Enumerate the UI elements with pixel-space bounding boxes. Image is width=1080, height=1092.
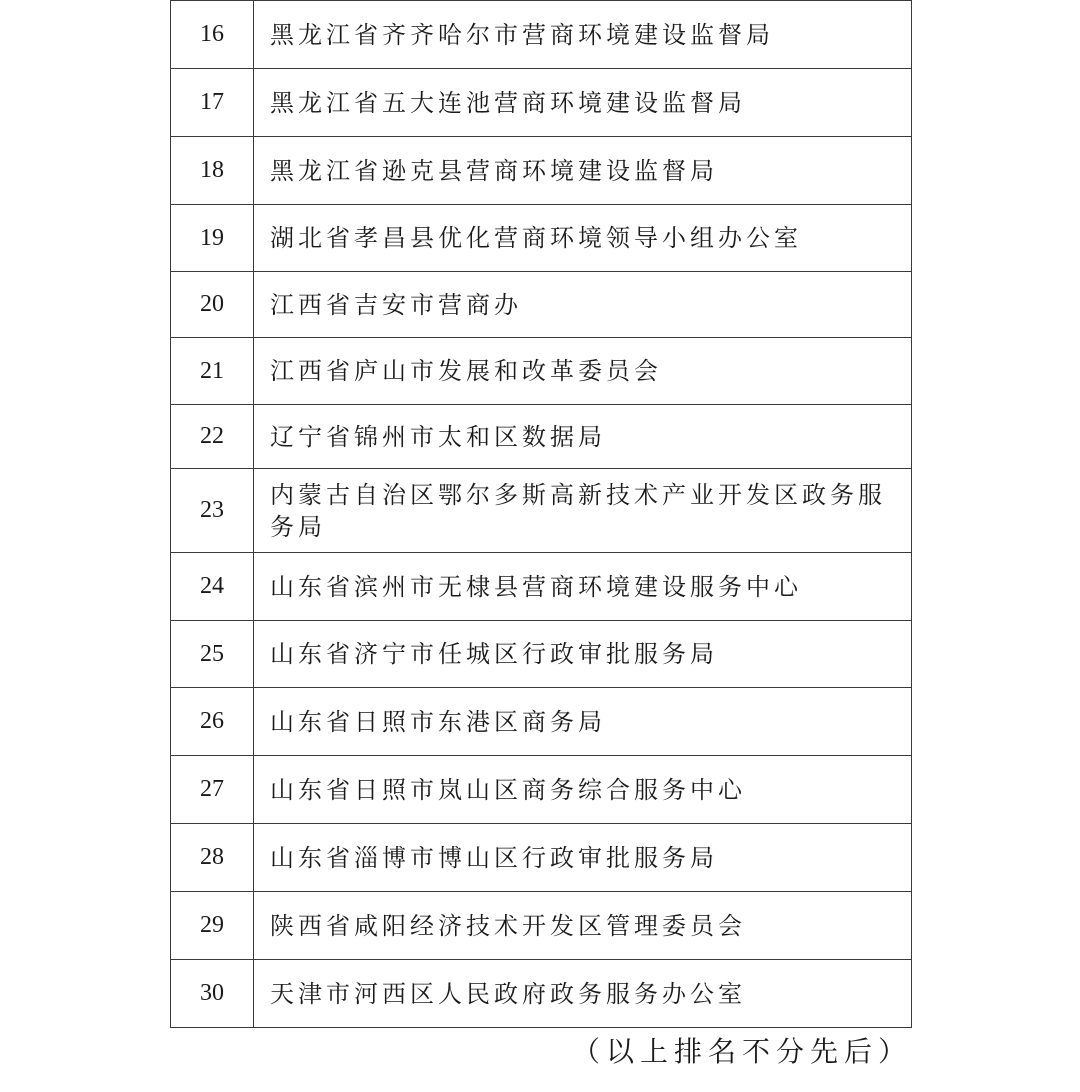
table-row: [171, 137, 912, 205]
row-number: 27: [171, 756, 254, 824]
table-row: [171, 756, 912, 824]
table-row: [171, 69, 912, 137]
organization-name: 江西省庐山市发展和改革委员会: [254, 338, 912, 405]
row-number: 24: [171, 553, 254, 621]
row-number: 26: [171, 688, 254, 756]
table-row: [171, 405, 912, 469]
organization-name: 山东省淄博市博山区行政审批服务局: [254, 824, 912, 892]
table-row: [171, 1, 912, 69]
organization-name: 山东省日照市东港区商务局: [254, 688, 912, 756]
ranking-table: [170, 0, 912, 1028]
organization-name: 黑龙江省齐齐哈尔市营商环境建设监督局: [254, 1, 912, 69]
organization-name: 陕西省咸阳经济技术开发区管理委员会: [254, 892, 912, 960]
organization-name: 山东省滨州市无棣县营商环境建设服务中心: [254, 553, 912, 621]
table-row: [171, 688, 912, 756]
organization-name: 山东省日照市岚山区商务综合服务中心: [254, 756, 912, 824]
organization-name: 黑龙江省逊克县营商环境建设监督局: [254, 137, 912, 205]
ranking-note: （以上排名不分先后）: [572, 1035, 913, 1068]
organization-name: 天津市河西区人民政府政务服务办公室: [254, 960, 912, 1028]
table-row: [171, 338, 912, 405]
row-number: 21: [171, 338, 254, 405]
row-number: 19: [171, 205, 254, 272]
row-number: 16: [171, 1, 254, 69]
organization-name: 湖北省孝昌县优化营商环境领导小组办公室: [254, 205, 912, 272]
row-number: 18: [171, 137, 254, 205]
organization-name: 黑龙江省五大连池营商环境建设监督局: [254, 69, 912, 137]
organization-name: 江西省吉安市营商办: [254, 272, 912, 338]
row-number: 20: [171, 272, 254, 338]
table-row: [171, 469, 912, 553]
row-number: 23: [171, 469, 254, 553]
row-number: 28: [171, 824, 254, 892]
table-row: [171, 960, 912, 1028]
row-number: 29: [171, 892, 254, 960]
organization-name: 山东省济宁市任城区行政审批服务局: [254, 621, 912, 688]
table-row: [171, 621, 912, 688]
table-row: [171, 553, 912, 621]
row-number: 17: [171, 69, 254, 137]
row-number: 25: [171, 621, 254, 688]
table-row: [171, 824, 912, 892]
organization-name: 辽宁省锦州市太和区数据局: [254, 405, 912, 469]
table-row: [171, 892, 912, 960]
row-number: 30: [171, 960, 254, 1028]
table-row: [171, 205, 912, 272]
table-row: [171, 272, 912, 338]
organization-name: 内蒙古自治区鄂尔多斯高新技术产业开发区政务服务局: [254, 469, 912, 553]
row-number: 22: [171, 405, 254, 469]
